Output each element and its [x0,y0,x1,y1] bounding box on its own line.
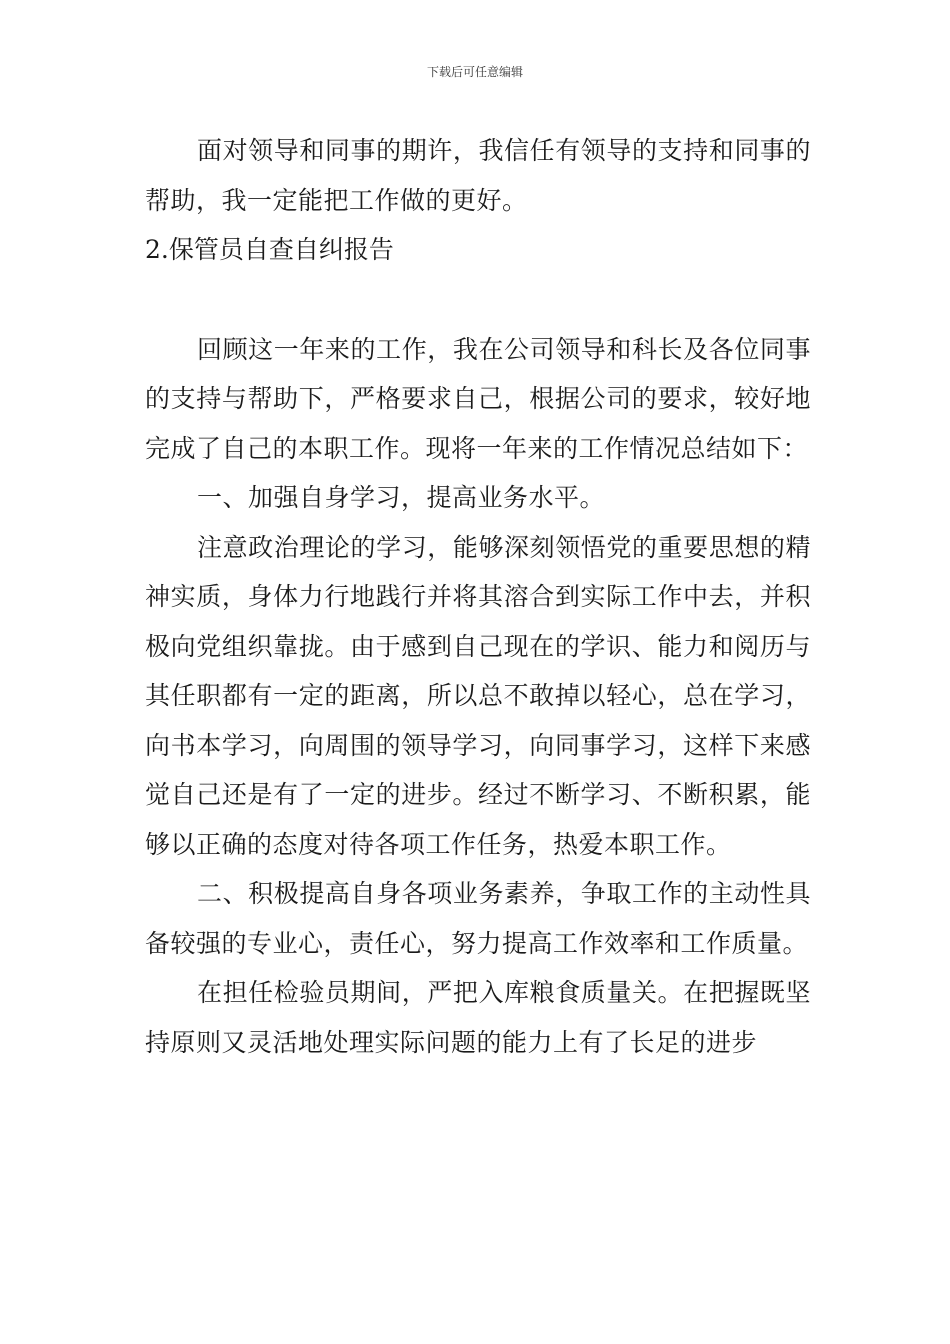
blank-line [145,275,811,325]
paragraph-1: 面对领导和同事的期许，我信任有领导的支持和同事的帮助，我一定能把工作做的更好。 [145,136,811,215]
document-body [145,126,811,1067]
section-title: 2.保管员自查自纠报告 [145,235,394,264]
paragraph-6: 在担任检验员期间，严把入库粮食质量关。在把握既坚持原则又灵活地处理实际问题的能力上有了长足的进步 [145,978,811,1057]
paragraph-2: 回顾这一年来的工作，我在公司领导和科长及各位同事的支持与帮助下，严格要求自己，根据公司的要求，较好地完成了自己的本职工作。现将一年来的工作情况总结如下： [145,334,811,463]
page-header: 下载后可任意编辑 [426,65,523,79]
paragraph-4: 注意政治理论的学习，能够深刻领悟党的重要思想的精神实质，身体力行地践行并将其溶合到实际工作中去，并积极向党组织靠拢。由于感到自己现在的学识、能力和阅历与其任职都有一定的距离，所以总不敢掉以轻心，总在学习，向书本学习，向周围的领导学习，向同事学习，这样下来感觉自己还是有了一定的进步。经过不断学习、不断积累，能够以正确的态度对待各项工作任务，热爱本职工作。 [145,532,811,859]
paragraph-5: 二、积极提高自身各项业务素养，争取工作的主动性具备较强的专业心，责任心，努力提高工作效率和工作质量。 [145,879,811,958]
paragraph-3: 一、加强自身学习，提高业务水平。 [197,483,606,512]
